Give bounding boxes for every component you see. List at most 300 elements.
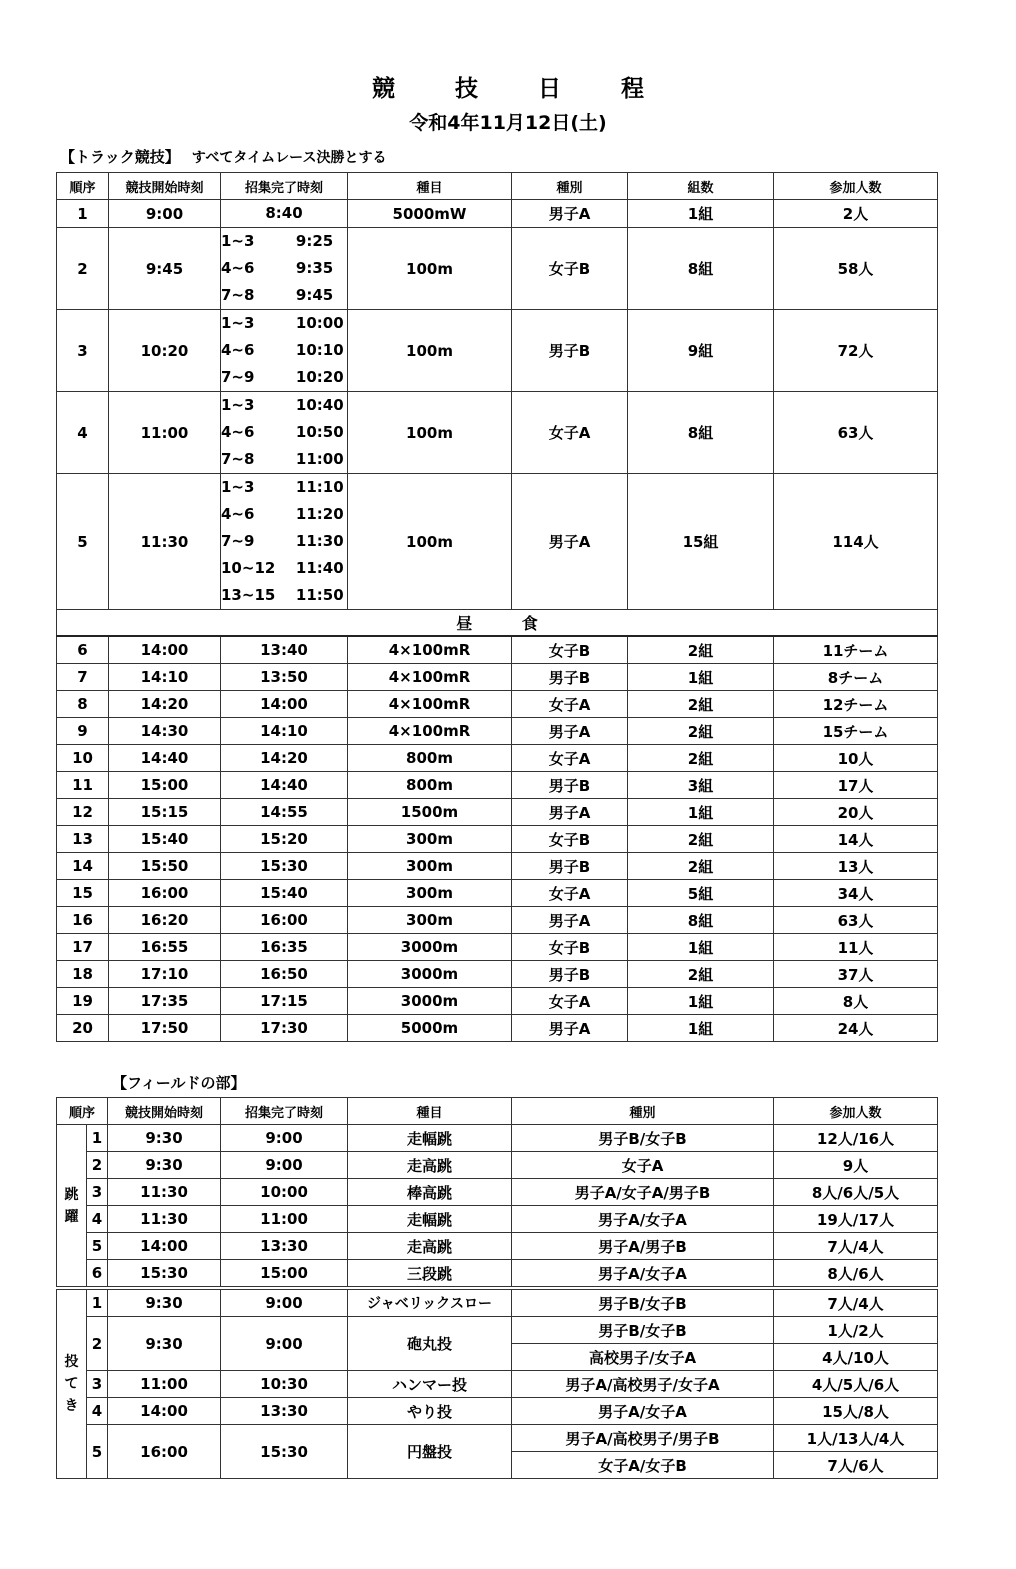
entrants-cell: 11人: [774, 934, 938, 961]
entrants-cell: 4人/10人: [774, 1344, 938, 1371]
order-cell: 8: [57, 691, 109, 718]
field-schedule-table: [56, 1097, 938, 1479]
order-cell: 2: [87, 1152, 108, 1179]
start-time-cell: 14:30: [109, 718, 221, 745]
call-time-cell: 9:00: [221, 1288, 348, 1317]
event-cell: 走高跳: [348, 1233, 512, 1260]
call-time-line: [221, 255, 347, 282]
call-time: 10:00: [295, 314, 344, 332]
category-cell: 男子A: [512, 907, 628, 934]
entrants-cell: 11チーム: [774, 636, 938, 664]
table-row: [57, 961, 938, 988]
category-cell: 女子A: [512, 691, 628, 718]
start-time-cell: 9:30: [108, 1125, 221, 1152]
jump-group-label-text: 跳躍: [64, 1186, 79, 1225]
start-time-cell: 11:30: [108, 1179, 221, 1206]
groups-cell: 2組: [628, 826, 774, 853]
entrants-cell: 1人/13人/4人: [774, 1425, 938, 1452]
order-cell: 2: [57, 228, 109, 310]
call-time-cell: 17:15: [221, 988, 348, 1015]
call-time-cell: 13:50: [221, 664, 348, 691]
order-cell: 9: [57, 718, 109, 745]
start-time-cell: 9:30: [108, 1152, 221, 1179]
call-time: 11:50: [295, 586, 344, 604]
table-row: [57, 392, 938, 474]
call-time-cell: 10:00: [221, 1179, 348, 1206]
order-cell: 5: [87, 1425, 108, 1479]
column-header: 参加人数: [774, 173, 938, 200]
track-note: すべてタイムレース決勝とする: [191, 150, 387, 166]
call-time-line: [221, 446, 347, 473]
order-cell: 5: [87, 1233, 108, 1260]
order-cell: 16: [57, 907, 109, 934]
start-time-cell: 17:10: [109, 961, 221, 988]
event-cell: 300m: [348, 880, 512, 907]
call-time: 9:45: [295, 286, 334, 304]
category-cell: 女子A: [512, 745, 628, 772]
event-cell: 3000m: [348, 988, 512, 1015]
table-row: [57, 664, 938, 691]
call-time-cell: 9:00: [221, 1152, 348, 1179]
event-cell: 300m: [348, 907, 512, 934]
category-cell: 男子B: [512, 772, 628, 799]
order-cell: 1: [57, 200, 109, 228]
jump-group-label: [57, 1125, 87, 1289]
event-cell: 100m: [348, 474, 512, 610]
entrants-cell: 34人: [774, 880, 938, 907]
order-cell: 7: [57, 664, 109, 691]
groups-cell: 9組: [628, 310, 774, 392]
order-cell: 4: [87, 1398, 108, 1425]
event-cell: 4×100mR: [348, 664, 512, 691]
groups-cell: 2組: [628, 718, 774, 745]
groups-cell: 1組: [628, 799, 774, 826]
call-time-cell: 15:20: [221, 826, 348, 853]
category-cell: 男子A/女子A: [512, 1398, 774, 1425]
category-cell: 男子A: [512, 718, 628, 745]
category-cell: 男子B/女子B: [512, 1288, 774, 1317]
call-time: 10:10: [295, 341, 344, 359]
groups-cell: 3組: [628, 772, 774, 799]
start-time-cell: 15:30: [108, 1260, 221, 1289]
start-time-cell: 17:35: [109, 988, 221, 1015]
column-header: 参加人数: [774, 1098, 938, 1125]
groups-cell: 8組: [628, 228, 774, 310]
table-row: [57, 988, 938, 1015]
event-cell: 三段跳: [348, 1260, 512, 1289]
call-time: 10:20: [295, 368, 344, 386]
category-cell: 男子A: [512, 1015, 628, 1042]
order-cell: 17: [57, 934, 109, 961]
call-time: 9:35: [295, 259, 334, 277]
table-row: [57, 1317, 938, 1344]
call-time-cell: 16:00: [221, 907, 348, 934]
order-cell: 1: [87, 1125, 108, 1152]
event-cell: 円盤投: [348, 1425, 512, 1479]
event-cell: ハンマー投: [348, 1371, 512, 1398]
call-time-cell: 15:00: [221, 1260, 348, 1289]
table-row: [57, 745, 938, 772]
call-time: 10:40: [295, 396, 344, 414]
start-time-cell: 17:50: [109, 1015, 221, 1042]
event-cell: 300m: [348, 826, 512, 853]
entrants-cell: 17人: [774, 772, 938, 799]
groups-cell: 1組: [628, 934, 774, 961]
entrants-cell: 72人: [774, 310, 938, 392]
table-row: [57, 907, 938, 934]
group-range: 7~9: [221, 368, 255, 386]
groups-cell: 5組: [628, 880, 774, 907]
call-time-cell: 11:00: [221, 1206, 348, 1233]
groups-cell: 2組: [628, 745, 774, 772]
start-time-cell: 15:50: [109, 853, 221, 880]
category-cell: 男子B: [512, 853, 628, 880]
event-cell: 100m: [348, 228, 512, 310]
entrants-cell: 7人/4人: [774, 1233, 938, 1260]
event-cell: ジャベリックスロー: [348, 1288, 512, 1317]
order-cell: 5: [57, 474, 109, 610]
category-cell: 男子B: [512, 664, 628, 691]
order-cell: 1: [87, 1288, 108, 1317]
category-cell: 男子A: [512, 200, 628, 228]
call-time: 11:40: [295, 559, 344, 577]
group-range: 4~6: [221, 423, 255, 441]
start-time-cell: 9:30: [108, 1288, 221, 1317]
entrants-cell: 58人: [774, 228, 938, 310]
entrants-cell: 15チーム: [774, 718, 938, 745]
groups-cell: 8組: [628, 907, 774, 934]
call-time-cell: 13:40: [221, 636, 348, 664]
category-cell: 女子A/女子B: [512, 1452, 774, 1479]
start-time-cell: 14:20: [109, 691, 221, 718]
field-header-row: [57, 1098, 938, 1125]
call-time-line: [221, 419, 347, 446]
table-row: [57, 310, 938, 392]
table-row: [57, 1371, 938, 1398]
category-cell: 女子B: [512, 228, 628, 310]
group-range: 1~3: [221, 314, 255, 332]
category-cell: 男子A: [512, 799, 628, 826]
order-cell: 3: [87, 1179, 108, 1206]
call-time-line: [221, 555, 347, 582]
table-row: [57, 1125, 938, 1152]
entrants-cell: 1人/2人: [774, 1317, 938, 1344]
call-time-cell: 16:50: [221, 961, 348, 988]
groups-cell: 2組: [628, 961, 774, 988]
call-time-line: [221, 364, 347, 391]
column-header: 順序: [57, 173, 109, 200]
start-time-cell: 16:20: [109, 907, 221, 934]
entrants-cell: 10人: [774, 745, 938, 772]
entrants-cell: 19人/17人: [774, 1206, 938, 1233]
lunch-break-row: [57, 610, 938, 637]
groups-cell: 1組: [628, 664, 774, 691]
category-cell: 男子A: [512, 474, 628, 610]
entrants-cell: 2人: [774, 200, 938, 228]
column-header: 順序: [57, 1098, 108, 1125]
start-time-cell: 14:10: [109, 664, 221, 691]
category-cell: 女子A: [512, 1152, 774, 1179]
event-cell: やり投: [348, 1398, 512, 1425]
category-cell: 女子B: [512, 934, 628, 961]
entrants-cell: 8人: [774, 988, 938, 1015]
table-row: [57, 718, 938, 745]
order-cell: 4: [57, 392, 109, 474]
call-time-line: [221, 501, 347, 528]
table-row: [57, 826, 938, 853]
entrants-cell: 8人/6人/5人: [774, 1179, 938, 1206]
call-time-cell: 15:30: [221, 1425, 348, 1479]
call-time-cell: 17:30: [221, 1015, 348, 1042]
group-range: 1~3: [221, 232, 255, 250]
table-row: [57, 1288, 938, 1317]
event-cell: 4×100mR: [348, 636, 512, 664]
entrants-cell: 12チーム: [774, 691, 938, 718]
call-time-line: [221, 200, 347, 227]
call-time-cell: 16:35: [221, 934, 348, 961]
event-cell: 800m: [348, 772, 512, 799]
category-cell: 男子B/女子B: [512, 1317, 774, 1344]
group-range: 7~8: [221, 286, 255, 304]
call-time-cell: 15:40: [221, 880, 348, 907]
category-cell: 女子A: [512, 880, 628, 907]
category-cell: 男子B: [512, 310, 628, 392]
table-row: [57, 1179, 938, 1206]
track-header-row: [57, 173, 938, 200]
start-time-cell: 15:15: [109, 799, 221, 826]
call-time-cell: [221, 200, 348, 228]
event-cell: 300m: [348, 853, 512, 880]
groups-cell: 1組: [628, 1015, 774, 1042]
call-time-cell: [221, 392, 348, 474]
table-row: [57, 1233, 938, 1260]
category-cell: 男子B/女子B: [512, 1125, 774, 1152]
call-time: 9:25: [295, 232, 334, 250]
call-time-line: [221, 392, 347, 419]
event-cell: 800m: [348, 745, 512, 772]
entrants-cell: 13人: [774, 853, 938, 880]
call-time-line: [221, 474, 347, 501]
entrants-cell: 4人/5人/6人: [774, 1371, 938, 1398]
call-time-line: [221, 228, 347, 255]
category-cell: 高校男子/女子A: [512, 1344, 774, 1371]
call-time-cell: 14:00: [221, 691, 348, 718]
groups-cell: 2組: [628, 691, 774, 718]
start-time-cell: 9:30: [108, 1317, 221, 1371]
group-range: 1~3: [221, 478, 255, 496]
entrants-cell: 114人: [774, 474, 938, 610]
column-header: 競技開始時刻: [108, 1098, 221, 1125]
groups-cell: 1組: [628, 200, 774, 228]
call-time: 11:30: [295, 532, 344, 550]
category-cell: 男子A/女子A/男子B: [512, 1179, 774, 1206]
table-row: [57, 1425, 938, 1452]
call-time: 11:00: [295, 450, 344, 468]
order-cell: 20: [57, 1015, 109, 1042]
category-cell: 男子B: [512, 961, 628, 988]
entrants-cell: 63人: [774, 392, 938, 474]
entrants-cell: 12人/16人: [774, 1125, 938, 1152]
table-row: [57, 1398, 938, 1425]
call-time-line: [221, 337, 347, 364]
start-time-cell: 9:45: [109, 228, 221, 310]
groups-cell: 15組: [628, 474, 774, 610]
entrants-cell: 14人: [774, 826, 938, 853]
groups-cell: 2組: [628, 636, 774, 664]
track-section-heading: [60, 146, 386, 167]
order-cell: 11: [57, 772, 109, 799]
table-row: [57, 200, 938, 228]
order-cell: 13: [57, 826, 109, 853]
groups-cell: 1組: [628, 988, 774, 1015]
start-time-cell: 9:00: [109, 200, 221, 228]
table-row: [57, 228, 938, 310]
order-cell: 15: [57, 880, 109, 907]
start-time-cell: 14:40: [109, 745, 221, 772]
call-time-line: [221, 310, 347, 337]
order-cell: 12: [57, 799, 109, 826]
category-cell: 女子A: [512, 988, 628, 1015]
call-time-cell: 13:30: [221, 1398, 348, 1425]
call-time-cell: 15:30: [221, 853, 348, 880]
group-range: 7~8: [221, 450, 255, 468]
entrants-cell: 9人: [774, 1152, 938, 1179]
start-time-cell: 16:00: [109, 880, 221, 907]
table-row: [57, 853, 938, 880]
group-range: 4~6: [221, 341, 255, 359]
event-cell: 100m: [348, 310, 512, 392]
table-row: [57, 1152, 938, 1179]
call-time-cell: 9:00: [221, 1125, 348, 1152]
column-header: 競技開始時刻: [109, 173, 221, 200]
groups-cell: 2組: [628, 853, 774, 880]
group-range: 1~3: [221, 396, 255, 414]
event-cell: 棒高跳: [348, 1179, 512, 1206]
table-row: [57, 799, 938, 826]
group-range: 4~6: [221, 505, 255, 523]
table-row: [57, 1015, 938, 1042]
call-time-cell: 13:30: [221, 1233, 348, 1260]
order-cell: 3: [87, 1371, 108, 1398]
table-row: [57, 636, 938, 664]
event-cell: 走幅跳: [348, 1125, 512, 1152]
category-cell: 男子A/女子A: [512, 1206, 774, 1233]
event-cell: 3000m: [348, 961, 512, 988]
event-date: 令和4年11月12日(土): [409, 112, 607, 134]
call-time-cell: 10:30: [221, 1371, 348, 1398]
event-cell: 4×100mR: [348, 718, 512, 745]
order-cell: 3: [57, 310, 109, 392]
track-schedule-table: [56, 172, 938, 1042]
start-time-cell: 16:00: [108, 1425, 221, 1479]
entrants-cell: 20人: [774, 799, 938, 826]
start-time-cell: 11:00: [108, 1371, 221, 1398]
groups-cell: 8組: [628, 392, 774, 474]
entrants-cell: 8チーム: [774, 664, 938, 691]
field-section-heading: 【フィールドの部】: [112, 1074, 246, 1092]
category-cell: 女子A: [512, 392, 628, 474]
order-cell: 18: [57, 961, 109, 988]
group-range: 13~15: [221, 586, 276, 604]
group-range: 10~12: [221, 559, 276, 577]
table-row: [57, 772, 938, 799]
entrants-cell: 63人: [774, 907, 938, 934]
start-time-cell: 14:00: [108, 1233, 221, 1260]
order-cell: 4: [87, 1206, 108, 1233]
lunch-break-label: 昼 食: [57, 610, 938, 637]
start-time-cell: 11:30: [109, 474, 221, 610]
event-cell: 4×100mR: [348, 691, 512, 718]
call-time-cell: [221, 310, 348, 392]
throw-group-label-text: 投てき: [64, 1354, 79, 1414]
entrants-cell: 7人/4人: [774, 1288, 938, 1317]
order-cell: 10: [57, 745, 109, 772]
call-time: 8:40: [265, 204, 303, 222]
start-time-cell: 11:00: [109, 392, 221, 474]
throw-group-label: [57, 1288, 87, 1479]
call-time-cell: 14:10: [221, 718, 348, 745]
call-time-cell: [221, 228, 348, 310]
event-cell: 走幅跳: [348, 1206, 512, 1233]
group-range: 7~9: [221, 532, 255, 550]
call-time: 11:10: [295, 478, 344, 496]
order-cell: 2: [87, 1317, 108, 1371]
entrants-cell: 7人/6人: [774, 1452, 938, 1479]
call-time-cell: [221, 474, 348, 610]
column-header: 招集完了時刻: [221, 173, 348, 200]
column-header: 種目: [348, 173, 512, 200]
table-row: [57, 1260, 938, 1289]
entrants-cell: 37人: [774, 961, 938, 988]
event-cell: 3000m: [348, 934, 512, 961]
event-cell: 5000m: [348, 1015, 512, 1042]
entrants-cell: 24人: [774, 1015, 938, 1042]
start-time-cell: 10:20: [109, 310, 221, 392]
call-time-line: [221, 528, 347, 555]
entrants-cell: 15人/8人: [774, 1398, 938, 1425]
event-cell: 5000mW: [348, 200, 512, 228]
entrants-cell: 8人/6人: [774, 1260, 938, 1289]
category-cell: 女子B: [512, 826, 628, 853]
order-cell: 6: [87, 1260, 108, 1289]
start-time-cell: 14:00: [108, 1398, 221, 1425]
call-time: 11:20: [295, 505, 344, 523]
event-cell: 走高跳: [348, 1152, 512, 1179]
event-cell: 100m: [348, 392, 512, 474]
table-row: [57, 1206, 938, 1233]
call-time-cell: 9:00: [221, 1317, 348, 1371]
order-cell: 14: [57, 853, 109, 880]
call-time-cell: 14:20: [221, 745, 348, 772]
category-cell: 男子A/男子B: [512, 1233, 774, 1260]
call-time-line: [221, 282, 347, 309]
group-range: 4~6: [221, 259, 255, 277]
track-heading-label: 【トラック競技】: [60, 148, 180, 166]
event-cell: 砲丸投: [348, 1317, 512, 1371]
column-header: 種目: [348, 1098, 512, 1125]
category-cell: 女子B: [512, 636, 628, 664]
table-row: [57, 691, 938, 718]
order-cell: 6: [57, 636, 109, 664]
column-header: 組数: [628, 173, 774, 200]
start-time-cell: 16:55: [109, 934, 221, 961]
column-header: 招集完了時刻: [221, 1098, 348, 1125]
page-title: 競 技 日 程: [371, 76, 671, 102]
order-cell: 19: [57, 988, 109, 1015]
category-cell: 男子A/高校男子/男子B: [512, 1425, 774, 1452]
call-time: 10:50: [295, 423, 344, 441]
column-header: 種別: [512, 1098, 774, 1125]
